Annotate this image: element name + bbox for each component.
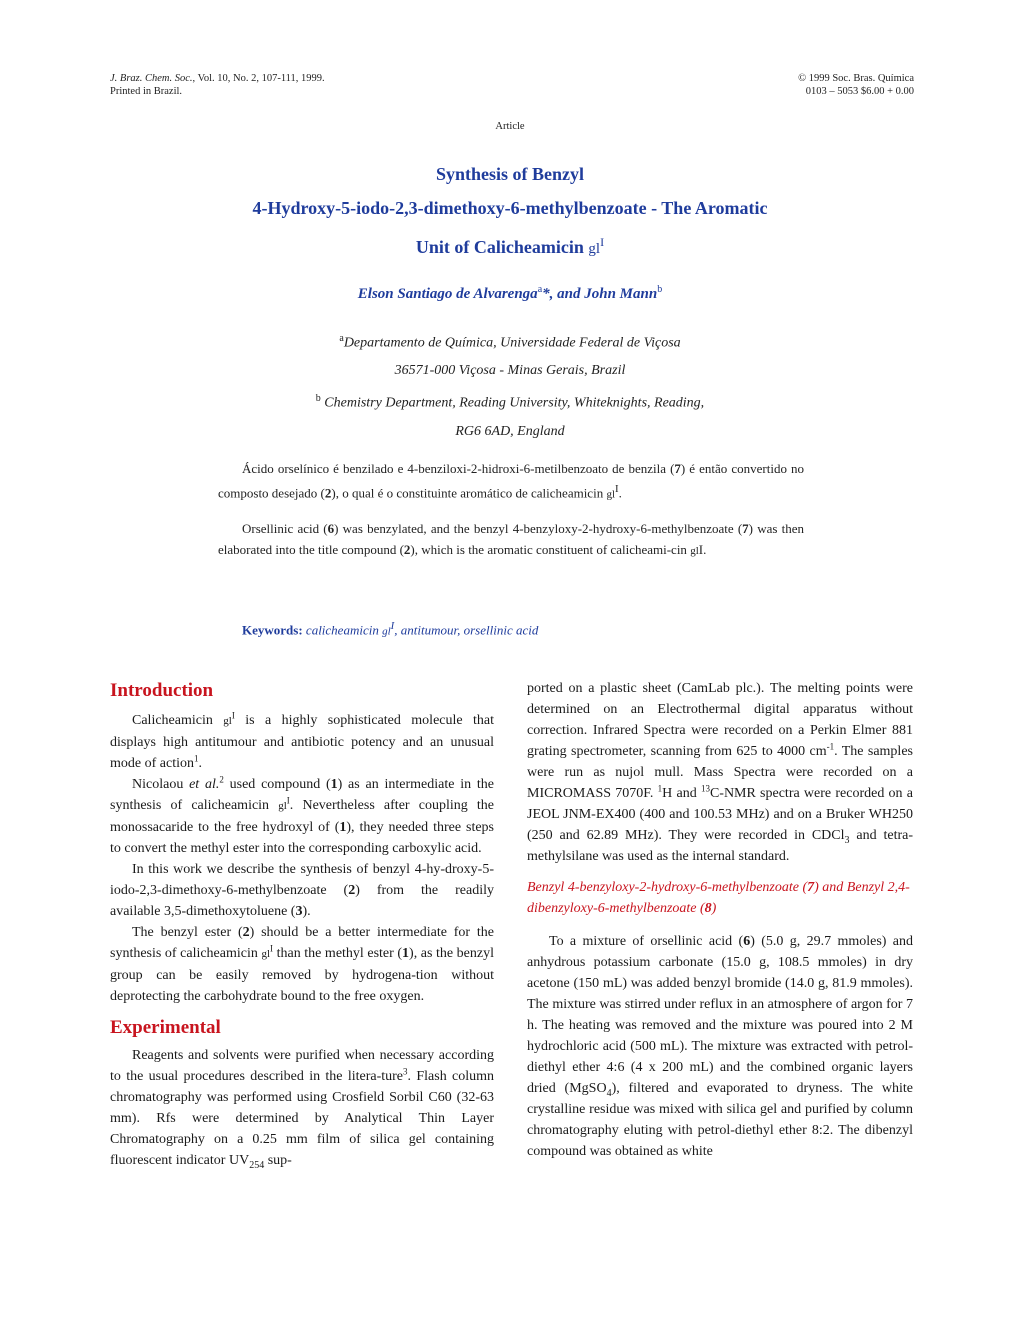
intro-p2-c: ) as an intermediate in the synthesis of calicheamicin [110,777,494,813]
affil-a-marker: a [339,333,344,344]
right-paragraph-1 [527,678,913,867]
intro-p4-gamma: gl [261,948,271,960]
sub-c: ) [711,901,717,916]
intro-p1-sup: I [231,710,235,721]
journal-header-left [110,72,325,98]
r-p2-a: To a mixture of orsellinic acid ( [549,934,744,949]
abs-en-gamma: gl [690,545,699,557]
r-p1-sub: 3 [844,834,850,846]
intro-p4-a: The benzyl ester ( [132,925,243,940]
intro-p2-a: Nicolaou [132,777,190,792]
keyword-sup: I [390,620,395,632]
intro-p3-a: In this work we describe the synthesis of benzyl 4-hy-droxy-5-iodo-2,3-dimethoxy-6-methylbenzoate ( [110,862,494,898]
abs-en-compound-7: 7 [742,521,749,536]
procedure-subheading [527,877,913,919]
r-p1-sup2: 1 [657,783,663,794]
intro-p3-b: ) from the readily available 3,5-dimethoxytoluene ( [110,883,494,919]
affiliation-a-line-1 [160,333,860,352]
intro-paragraph-3 [110,859,494,922]
exp-p1-b: . Flash column chromatography was performed using Crosfield Sorbil C60 (32-63 mm). Rfs were determined by Analytical Thin Layer Chromatography on a 0.25 mm film of silica gel containing fluorescent indicator UV [110,1069,495,1168]
copyright: © 1999 Soc. Bras. Química [798,73,914,84]
abs-pt-text-2: ) é então convertido no composto desejado ( [218,461,804,501]
keyword-rest: , antitumour, orsellinic acid [394,622,539,638]
exp-p1-ref: 3 [403,1066,408,1077]
abs-pt-text-3: ), o qual é o constituinte aromático de calicheamicin [331,485,607,501]
intro-p2-d: . Nevertheless after coupling the monossacaride to the free hydroxyl of ( [110,798,494,835]
intro-p4-compound-1: 1 [402,946,410,961]
abs-en-compound-2: 2 [403,542,411,557]
abs-pt-compound-2: 2 [324,485,332,501]
sub-a: Benzyl 4-benzyloxy-2-hydroxy-6-methylbenzoate ( [527,880,808,895]
sub-b: ) and Benzyl 2,4-dibenzyloxy-6-methylbenzoate ( [527,880,910,916]
gamma-symbol: gl [588,241,601,257]
intro-p2-etal: et al. [189,777,220,792]
author-2: *, and John Mann [542,286,658,302]
affiliation-b-line-1 [160,393,860,412]
r-p2-b: ) (5.0 g, 29.7 mmoles) and anhydrous potassium carbonate (15.0 g, 108.5 mmoles) in dry acetone (150 mL) was added benzyl bromide (14.0 g, 81.9 mmoles). The mixture was stirred under reflux in an atmosphere of argon for 7 h. The heating was removed and the mixture was poured into 2 M hydrochloric acid (500 mL). The mixture was extracted with petrol-diethyl ether 4:6 (4 x 200 mL) and the combined organic layers dried (MgSO [527,934,914,1096]
abs-en-compound-6: 6 [327,521,335,536]
affil-a-text: Departamento de Química, Universidade Federal de Viçosa [343,335,681,351]
abs-en-text-3: ) was then elaborated into the title compound ( [218,521,804,557]
r-p2-sub: 4 [606,1087,612,1099]
intro-p2-gamma: gl [278,800,287,812]
author-2-affil: b [657,284,663,295]
intro-p4-c: than the methyl ester ( [273,946,403,961]
authors [160,284,860,303]
paper-title [160,157,860,266]
exp-p1-sub: 254 [249,1159,265,1171]
r-p1-d: C-NMR spectra were recorded on a JEOL JNM-EX400 (400 and 100.53 MHz) and on a Bruker WH250 (250 and 62.89 MHz). They were recorded in CDCl [527,786,913,843]
abs-pt-text-1: Ácido orselínico é benzilado e 4-benziloxi-2-hidroxi-6-metilbenzoato de benzila ( [242,461,675,476]
intro-p1-a: Calicheamicin [132,713,224,728]
author-1-affil: a [537,284,543,295]
r-p1-c: H and [662,786,701,801]
intro-p3-compound-2: 2 [348,883,356,898]
exp-p1-a: Reagents and solvents were purified when necessary according to the usual procedures described in the litera-ture [110,1048,494,1084]
intro-paragraph-2 [110,774,494,859]
r-p1-sup1: -1 [826,741,835,752]
keywords-label: Keywords: [242,622,303,638]
intro-p4-sup: I [270,943,274,954]
r-p2-c: ), filtered and evaporated to dryness. The white crystalline residue was mixed with silica gel and purified by column chromatography eluting with petrol-diethyl ether 8:2. The dibenzyl compound was obtained as white [527,1081,913,1159]
abs-pt-sup: I [615,483,619,495]
title-line-3-text: Unit of Calicheamicin [415,237,589,257]
experimental-heading: Experimental [110,1017,221,1038]
abs-en-text-2: ) was benzylated, and the benzyl 4-benzyloxy-2-hydroxy-6-methylbenzoate ( [334,521,743,536]
r-p1-e: and tetra-methylsilane was used as the internal standard. [527,828,913,864]
intro-p2-e: ), they needed three steps to convert the methyl ester into the corresponding carboxylic acid. [110,820,494,856]
issn: 0103 – 5053 $6.00 + 0.00 [805,86,914,97]
abs-en-text-1: Orsellinic acid ( [242,521,328,536]
left-column [110,678,494,1171]
sub-compound-7: 7 [807,880,815,895]
article-type-label: Article [495,121,525,132]
r-p1-b: . The samples were run as nujol mull. Mass Spectra were recorded on a MICROMASS 7070F. [527,744,913,801]
intro-p2-compound-1: 1 [330,777,338,792]
right-paragraph-2 [527,931,913,1162]
intro-p2-sup: I [286,795,290,806]
journal-header-right [798,72,914,98]
intro-p4-b: ) should be a better intermediate for the synthesis of calicheamicin [110,925,494,961]
abs-pt-compound-7: 7 [674,461,681,476]
intro-paragraph-1 [110,710,494,774]
volume-info: , Vol. 10, No. 2, 107-111, 1999. [192,73,325,84]
affil-b-text: Chemistry Department, Reading University, Whiteknights, Reading, [320,395,705,411]
abs-pt-gamma: gl [606,488,616,501]
keywords [242,620,538,638]
author-1: Elson Santiago de Alvarenga [357,286,538,302]
title-superscript: I [600,235,605,249]
abs-en-end: I. [698,542,707,557]
r-p1-sup3: 13 [700,783,710,794]
experimental-paragraph-1 [110,1045,494,1171]
affil-b-marker: b [315,393,321,404]
intro-p3-c: ). [302,904,311,919]
sub-compound-8: 8 [704,901,712,916]
intro-p3-compound-3: 3 [295,904,303,919]
intro-p4-d: ), as the benzyl group can be easily removed by hydrogena-tion without deprotecting the carbohydrate bound to the free oxygen. [110,946,495,1004]
abstract-portuguese [218,458,804,505]
intro-p1-ref: 1 [193,753,199,764]
printed-in: Printed in Brazil. [110,86,183,97]
right-column [527,678,913,1162]
introduction-heading: Introduction [110,680,214,701]
intro-p2-b: used compound ( [223,777,331,792]
intro-p2-ref: 2 [219,774,224,785]
affiliation-a-line-2: 36571-000 Viçosa - Minas Gerais, Brazil [394,363,626,378]
abstract-english [218,518,804,562]
r-p1-a: ported on a plastic sheet (CamLab plc.). The melting points were determined on an Electrothermal digital apparatus without correction. Infrared Spectra were recorded on a Perkin Elmer 881 grating spectrometer, scanning from 625 to 4000 cm [527,681,913,759]
abs-en-text-4: ), which is the aromatic constituent of calicheami-cin [410,542,691,557]
affiliation-b-line-2: RG6 6AD, England [455,424,565,439]
exp-p1-c: sup- [264,1153,292,1168]
journal-name: J. Braz. Chem. Soc. [110,73,193,84]
intro-paragraph-4 [110,922,494,1007]
title-line-1: Synthesis of Benzyl [435,164,585,184]
intro-p1-b: is a highly sophisticated molecule that displays high antitumour and antibiotic potency and an unusual mode of action [110,713,494,771]
intro-p4-compound-2: 2 [242,925,250,940]
r-p2-compound-6: 6 [743,934,751,949]
title-line-3 [160,225,860,266]
keyword-calicheamicin: calicheamicin [302,622,383,638]
title-line-2: 4-Hydroxy-5-iodo-2,3-dimethoxy-6-methylbenzoate - The Aromatic [252,198,768,218]
intro-p2-compound-1b: 1 [339,820,347,835]
intro-p1-end: . [198,756,202,771]
keyword-gamma: gl [382,625,391,638]
abs-pt-end: . [618,485,622,501]
intro-p1-gamma: gl [223,715,232,727]
